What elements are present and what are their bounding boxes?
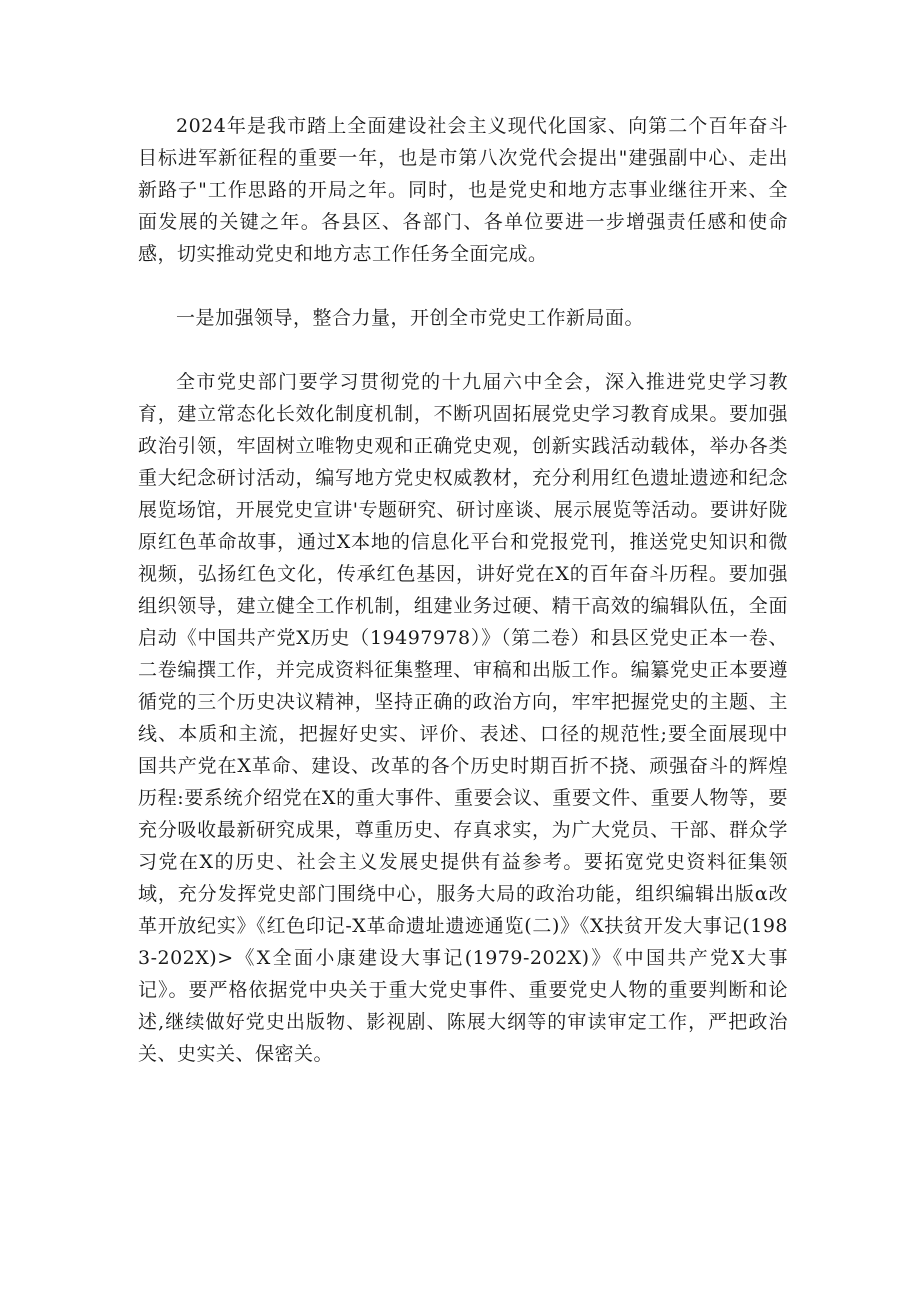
document-body [138,110,788,1070]
paragraph-party-history: 全市党史部门要学习贯彻党的十九届六中全会，深入推进党史学习教育，建立常态化长效化制度机制，不断巩固拓展党史学习教育成果。要加强政治引领，牢固树立唯物史观和正确党史观，创新实践活动载体，举办各类重大纪念研讨活动，编写地方党史权威教材，充分利用红色遗址遗迹和纪念展览场馆，开展党史宣讲'专题研究、研讨座谈、展示展览等活动。要讲好陇原红色革命故事，通过X本地的信息化平台和党报党刊，推送党史知识和微视频，弘扬红色文化，传承红色基因，讲好党在X的百年奋斗历程。要加强组织领导，建立健全工作机制，组建业务过硬、精干高效的编辑队伍，全面启动《中国共产党X历史（19497978）》（第二卷）和县区党史正本一卷、二卷编撰工作，并完成资料征集整理、审稿和出版工作。编纂党史正本要遵循党的三个历史决议精神，坚持正确的政治方向，牢牢把握党史的主题、主线、本质和主流，把握好史实、评价、表述、口径的规范性;要全面展现中国共产党在X革命、建设、改革的各个历史时期百折不挠、顽强奋斗的辉煌历程:要系统介绍党在X的重大事件、重要会议、重要文件、重要人物等，要充分吸收最新研究成果，尊重历史、存真求实，为广大党员、干部、群众学习党在X的历史、社会主义发展史提供有益参考。要拓宽党史资料征集领域，充分发挥党史部门围绕中心，服务大局的政治功能，组织编辑出版α改革开放纪实》《红色印记-X革命遗址遗迹通览(二)》《X扶贫开发大事记(1983-202X)>《X全面小康建设大事记(1979-202X)》《中国共产党X大事记》。要严格依据党中央关于重大党史事件、重要党史人物的重要判断和论述,继续做好党史出版物、影视剧、陈展大纲等的审读审定工作，严把政治关、史实关、保密关。 [138,371,788,1065]
paragraph-intro: 2024年是我市踏上全面建设社会主义现代化国家、向第二个百年奋斗目标进军新征程的重要一年，也是市第八次党代会提出"建强副中心、走出新路子"工作思路的开局之年。同时，也是党史和地方志事业继往开来、全面发展的关键之年。各县区、各部门、各单位要进一步增强责任感和使命感，切实推动党史和地方志工作任务全面完成。 [138,115,788,265]
paragraph-heading-one: 一是加强领导，整合力量，开创全市党史工作新局面。 [176,307,645,329]
